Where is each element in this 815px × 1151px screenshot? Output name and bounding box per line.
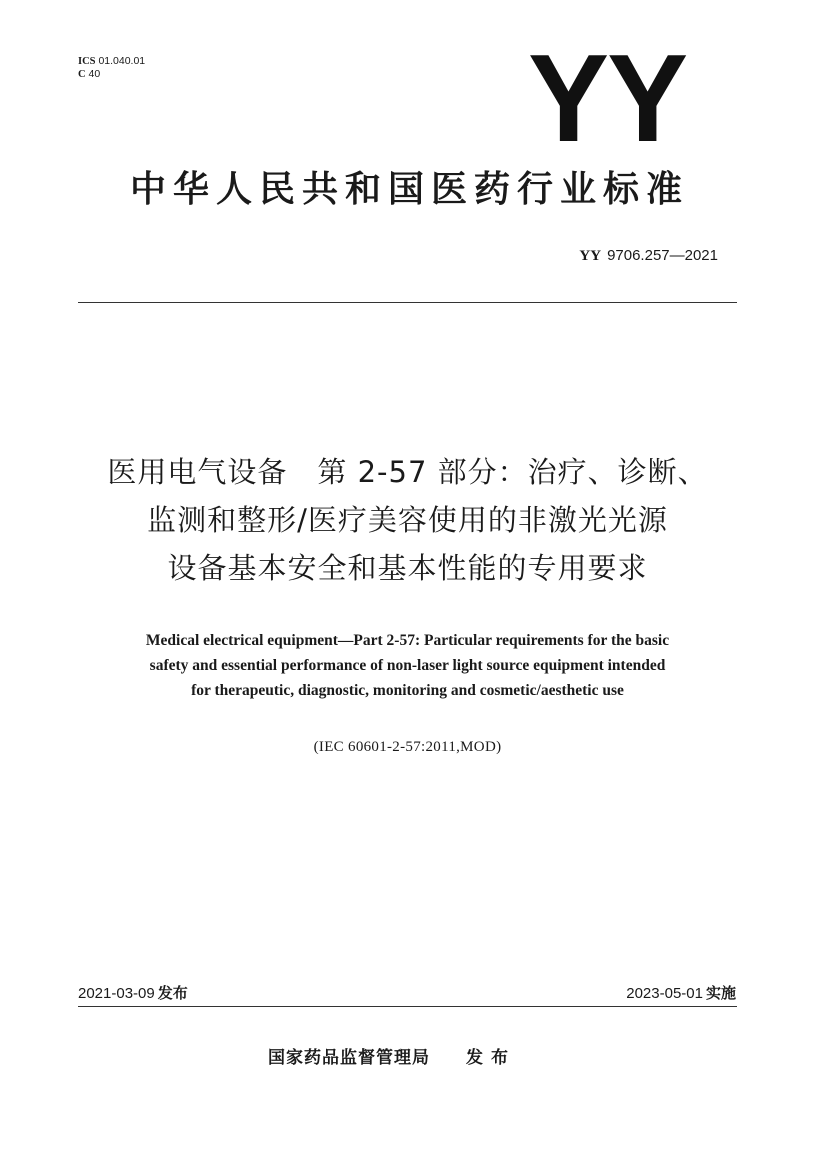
- title-en-line: safety and essential performance of non-laser light source equipment intended: [149, 657, 666, 674]
- title-cn-line: 医用电气设备 第 2-57 部分：治疗、诊断、: [107, 455, 708, 489]
- issue-date: [78, 983, 188, 1004]
- publisher-label: 发布: [466, 1048, 516, 1068]
- classification-codes: [78, 55, 145, 81]
- publisher: [268, 1046, 516, 1070]
- standard-type-heading: 中华人民共和国医药行业标准: [129, 169, 689, 210]
- footer-divider: [78, 1006, 737, 1007]
- implementation-date-label: 实施: [705, 984, 736, 1002]
- ccs-code-line: C 40: [78, 68, 101, 80]
- header-divider: [78, 302, 737, 303]
- title-english: [60, 628, 755, 703]
- publisher-name: 国家药品监督管理局: [268, 1048, 430, 1068]
- standard-number-value: 9706.257—2021: [607, 247, 718, 264]
- issue-date-value: 2021-03-09: [78, 985, 155, 1002]
- title-en-line: Medical electrical equipment—Part 2-57: Particular requirements for the basic: [145, 632, 670, 649]
- ics-code-line: ICS 01.040.01: [78, 55, 146, 67]
- title-cn-line: 设备基本安全和基本性能的专用要求: [167, 551, 648, 585]
- standard-logo: YY: [528, 30, 687, 168]
- issue-date-label: 发布: [157, 984, 188, 1002]
- implementation-date: [626, 983, 736, 1004]
- title-en-line: for therapeutic, diagnostic, monitoring and cosmetic/aesthetic use: [191, 682, 624, 699]
- standard-number-prefix: YY: [579, 248, 602, 264]
- implementation-date-value: 2023-05-01: [626, 985, 703, 1002]
- standard-number: [579, 246, 718, 266]
- title-chinese: [0, 448, 815, 592]
- adoption-note: (IEC 60601-2-57:2011,MOD): [313, 739, 502, 755]
- title-cn-line: 监测和整形/医疗美容使用的非激光光源: [147, 503, 668, 537]
